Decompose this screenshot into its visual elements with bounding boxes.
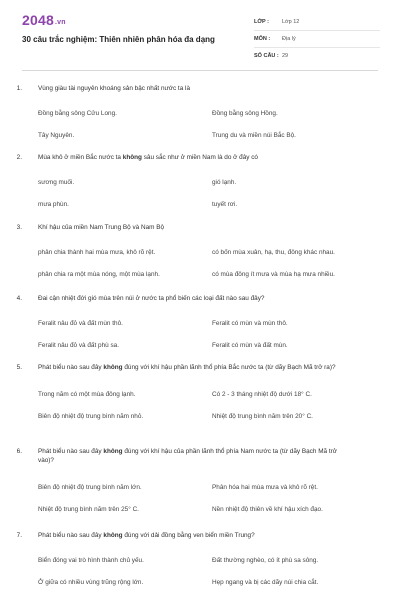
- answer-option[interactable]: Hẹp ngang và bị các dãy núi chia cắt.: [212, 579, 319, 586]
- question-number: 7.: [16, 532, 22, 539]
- meta-key: LỚP :: [254, 19, 269, 25]
- answer-option[interactable]: Biên độ nhiệt độ trung bình năm nhỏ.: [38, 413, 144, 420]
- quiz-meta: [254, 16, 380, 66]
- question-text: Phát biểu nào sau đây không đúng với khí hậu phần lãnh thổ phía Bắc nước ta (từ dãy Bạch Mã trở ra)?: [38, 364, 336, 371]
- answer-option[interactable]: Nhiệt độ trung bình năm trên 25° C.: [38, 506, 139, 513]
- answer-option[interactable]: Phân hóa hai mùa mưa và khô rõ rệt.: [212, 484, 318, 491]
- question-item: [0, 223, 400, 276]
- meta-row-count: [254, 50, 380, 64]
- answer-option[interactable]: mưa phùn.: [38, 201, 69, 208]
- answer-option[interactable]: phân chia ra một mùa nóng, một mùa lạnh.: [38, 271, 160, 278]
- question-item: [0, 531, 400, 584]
- answer-option[interactable]: Có 2 - 3 tháng nhiệt độ dưới 18° C.: [212, 391, 312, 398]
- answer-option[interactable]: Feralit nâu đỏ và đất mùn thô.: [38, 320, 123, 327]
- answer-option[interactable]: Nền nhiệt độ thiên về khí hậu xích đạo.: [212, 506, 323, 513]
- answer-option[interactable]: Trong năm có một mùa đông lạnh.: [38, 391, 136, 398]
- question-text: Đai cận nhiệt đới gió mùa trên núi ở nước ta phổ biến các loại đất nào sau đây?: [38, 295, 265, 302]
- answer-option[interactable]: Feralit có mùn và đất mùn.: [212, 342, 288, 349]
- answer-option[interactable]: có mùa đông ít mưa và mùa hạ mưa nhiều.: [212, 271, 335, 278]
- answer-option[interactable]: Trung du và miền núi Bắc Bộ.: [212, 132, 296, 139]
- meta-value: 29: [282, 53, 289, 59]
- question-number: 2.: [16, 154, 22, 161]
- meta-key: SỐ CÂU :: [254, 53, 279, 59]
- question-number: 5.: [16, 364, 22, 371]
- question-text: Vùng giàu tài nguyên khoáng sản bậc nhất nước ta là: [38, 85, 191, 92]
- page-title: 30 câu trắc nghiệm: Thiên nhiên phân hóa đa dạng: [22, 35, 215, 44]
- question-text: Phát biểu nào sau đây không đúng với dải đồng bằng ven biển miền Trung?: [38, 532, 255, 539]
- answer-option[interactable]: Biển đóng vai trò hình thành chủ yếu.: [38, 557, 144, 564]
- meta-row-class: [254, 16, 380, 31]
- question-number: 1.: [16, 85, 22, 92]
- answer-option[interactable]: phân chia thành hai mùa mưa, khô rõ rệt.: [38, 249, 156, 256]
- question-text: Mùa khô ở miền Bắc nước ta không sâu sắc như ở miền Nam là do ở đây có: [38, 154, 258, 161]
- site-logo[interactable]: [22, 12, 66, 28]
- logo-main: 2048: [22, 12, 54, 28]
- header-divider: [22, 70, 378, 71]
- header: [0, 0, 400, 68]
- meta-row-subject: [254, 33, 380, 48]
- question-item: [0, 84, 400, 137]
- question-item: [0, 363, 400, 420]
- answer-option[interactable]: Feralit nâu đỏ và đất phù sa.: [38, 342, 120, 349]
- answer-option[interactable]: gió lạnh.: [212, 179, 237, 186]
- meta-value: Lớp 12: [282, 19, 300, 25]
- question-text: Khí hậu của miền Nam Trung Bộ và Nam Bộ: [38, 224, 165, 231]
- answer-option[interactable]: Đồng bằng sông Cửu Long.: [38, 110, 117, 117]
- answer-option[interactable]: có bốn mùa xuân, hạ, thu, đông khác nhau.: [212, 249, 335, 256]
- logo-suffix: .vn: [54, 19, 66, 26]
- answer-option[interactable]: tuyết rơi.: [212, 201, 238, 208]
- question-number: 6.: [16, 448, 22, 455]
- question-number: 3.: [16, 224, 22, 231]
- question-item: [0, 153, 400, 206]
- question-text: Phát biểu nào sau đây không đúng với khí hậu của phần lãnh thổ phía Nam nước ta (từ dãy Bạch Mã trở vào)?: [38, 448, 337, 464]
- question-item: [0, 294, 400, 347]
- answer-option[interactable]: Biên độ nhiệt độ trung bình năm lớn.: [38, 484, 142, 491]
- answer-option[interactable]: Feralit có mùn và mùn thô.: [212, 320, 288, 327]
- question-number: 4.: [16, 295, 22, 302]
- meta-key: MÔN :: [254, 36, 271, 42]
- answer-option[interactable]: Nhiệt độ trung bình năm trên 20° C.: [212, 413, 313, 420]
- meta-value: Địa lý: [282, 36, 296, 42]
- answer-option[interactable]: Ở giữa có nhiều vùng trũng rộng lớn.: [38, 579, 144, 586]
- answer-option[interactable]: Tây Nguyên.: [38, 132, 75, 139]
- answer-option[interactable]: Đồng bằng sông Hồng.: [212, 110, 278, 117]
- answer-option[interactable]: sương muối.: [38, 179, 75, 186]
- answer-option[interactable]: Đất thường nghèo, có ít phù sa sông.: [212, 557, 319, 564]
- question-item: [0, 447, 400, 513]
